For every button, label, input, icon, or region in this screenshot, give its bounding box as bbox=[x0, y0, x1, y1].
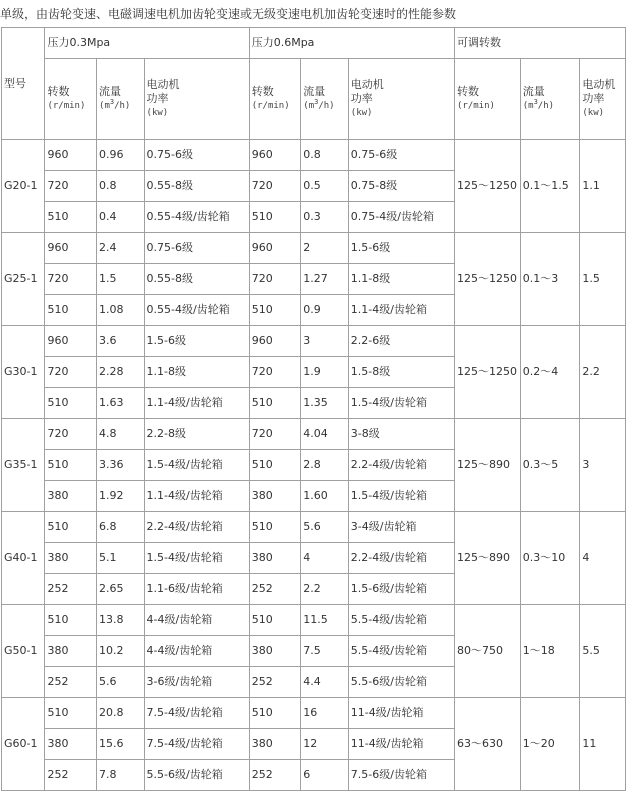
cell-motor-0-3: 2.2-8级 bbox=[145, 419, 249, 449]
adjustable-speed-cell: 63～630 bbox=[455, 698, 520, 790]
cell-flow-0-6: 4 bbox=[301, 543, 348, 573]
header-power-unit: (kw) bbox=[350, 108, 373, 118]
cell-motor-0-6: 2.2-6级 bbox=[349, 326, 454, 356]
cell-speed-0-3: 720 bbox=[45, 171, 96, 201]
cell-speed-0-3: 380 bbox=[45, 543, 96, 573]
cell-speed-0-6: 380 bbox=[250, 729, 301, 759]
cell-speed-0-3: 510 bbox=[45, 202, 96, 232]
cell-motor-0-6: 1.1-8级 bbox=[349, 264, 454, 294]
cell-speed-0-6: 380 bbox=[250, 636, 301, 666]
adjustable-flow-cell: 0.1～3 bbox=[521, 233, 580, 325]
header-speed-g1 bbox=[45, 59, 96, 139]
header-speed-label: 转数 bbox=[251, 85, 274, 98]
cell-speed-0-3: 510 bbox=[45, 512, 96, 542]
header-speed-unit: (r/min) bbox=[456, 101, 495, 111]
header-flow-g3 bbox=[521, 59, 580, 139]
cell-motor-0-3: 1.1-4级/齿轮箱 bbox=[145, 388, 249, 418]
cell-speed-0-6: 960 bbox=[250, 326, 301, 356]
cell-speed-0-3: 510 bbox=[45, 450, 96, 480]
cell-flow-0-6: 1.60 bbox=[301, 481, 348, 511]
cell-flow-0-3: 0.96 bbox=[97, 140, 144, 170]
cell-flow-0-3: 7.8 bbox=[97, 760, 144, 790]
cell-speed-0-3: 510 bbox=[45, 295, 96, 325]
adjustable-power-cell: 11 bbox=[580, 698, 625, 790]
header-flow-label: 流量 bbox=[522, 85, 545, 98]
cell-speed-0-6: 960 bbox=[250, 233, 301, 263]
cell-motor-0-3: 7.5-4级/齿轮箱 bbox=[145, 698, 249, 728]
cell-speed-0-3: 720 bbox=[45, 357, 96, 387]
header-pressure-0-6: 压力0.6Mpa bbox=[250, 28, 454, 58]
cell-flow-0-3: 2.4 bbox=[97, 233, 144, 263]
adjustable-flow-cell: 0.2～4 bbox=[521, 326, 580, 418]
cell-flow-0-3: 3.36 bbox=[97, 450, 144, 480]
cell-motor-0-3: 0.55-8级 bbox=[145, 171, 249, 201]
adjustable-power-cell: 1.1 bbox=[580, 140, 625, 232]
adjustable-speed-cell: 125～1250 bbox=[455, 140, 520, 232]
cell-speed-0-6: 252 bbox=[250, 760, 301, 790]
cell-flow-0-3: 5.1 bbox=[97, 543, 144, 573]
cell-flow-0-3: 20.8 bbox=[97, 698, 144, 728]
cell-speed-0-3: 252 bbox=[45, 760, 96, 790]
cell-motor-0-3: 1.5-6级 bbox=[145, 326, 249, 356]
cell-motor-0-3: 7.5-4级/齿轮箱 bbox=[145, 729, 249, 759]
cell-motor-0-6: 11-4级/齿轮箱 bbox=[349, 729, 454, 759]
cell-motor-0-3: 0.55-4级/齿轮箱 bbox=[145, 295, 249, 325]
cell-motor-0-3: 4-4级/齿轮箱 bbox=[145, 605, 249, 635]
header-power-g3 bbox=[580, 59, 625, 139]
cell-speed-0-6: 510 bbox=[250, 388, 301, 418]
cell-flow-0-3: 6.8 bbox=[97, 512, 144, 542]
cell-speed-0-3: 380 bbox=[45, 729, 96, 759]
header-power-label-2: 功率 bbox=[582, 92, 605, 105]
cell-speed-0-3: 960 bbox=[45, 233, 96, 263]
cell-flow-0-3: 2.65 bbox=[97, 574, 144, 604]
cell-flow-0-6: 0.9 bbox=[301, 295, 348, 325]
cell-speed-0-3: 380 bbox=[45, 636, 96, 666]
cell-motor-0-6: 11-4级/齿轮箱 bbox=[349, 698, 454, 728]
cell-flow-0-6: 11.5 bbox=[301, 605, 348, 635]
cell-motor-0-6: 0.75-4级/齿轮箱 bbox=[349, 202, 454, 232]
cell-flow-0-6: 2.2 bbox=[301, 574, 348, 604]
header-speed-label: 转数 bbox=[456, 85, 479, 98]
cell-motor-0-3: 1.1-4级/齿轮箱 bbox=[145, 481, 249, 511]
cell-flow-0-6: 1.27 bbox=[301, 264, 348, 294]
adjustable-power-cell: 1.5 bbox=[580, 233, 625, 325]
header-flow-g2 bbox=[301, 59, 348, 139]
model-cell: G25-1 bbox=[2, 233, 44, 325]
cell-flow-0-3: 1.63 bbox=[97, 388, 144, 418]
performance-table bbox=[1, 27, 626, 791]
cell-motor-0-3: 1.1-8级 bbox=[145, 357, 249, 387]
cell-speed-0-6: 510 bbox=[250, 698, 301, 728]
cell-flow-0-6: 5.6 bbox=[301, 512, 348, 542]
cell-motor-0-3: 1.5-4级/齿轮箱 bbox=[145, 450, 249, 480]
cell-motor-0-6: 0.75-6级 bbox=[349, 140, 454, 170]
cell-speed-0-6: 510 bbox=[250, 450, 301, 480]
cell-motor-0-6: 1.5-6级/齿轮箱 bbox=[349, 574, 454, 604]
table-row bbox=[2, 698, 625, 728]
cell-motor-0-6: 5.5-4级/齿轮箱 bbox=[349, 605, 454, 635]
adjustable-flow-cell: 0.1～1.5 bbox=[521, 140, 580, 232]
adjustable-speed-cell: 125～1250 bbox=[455, 326, 520, 418]
adjustable-flow-cell: 1～18 bbox=[521, 605, 580, 697]
model-cell: G60-1 bbox=[2, 698, 44, 790]
cell-flow-0-3: 15.6 bbox=[97, 729, 144, 759]
cell-speed-0-6: 720 bbox=[250, 171, 301, 201]
cell-flow-0-6: 0.8 bbox=[301, 140, 348, 170]
cell-flow-0-6: 16 bbox=[301, 698, 348, 728]
cell-flow-0-6: 4.04 bbox=[301, 419, 348, 449]
cell-speed-0-3: 510 bbox=[45, 388, 96, 418]
adjustable-flow-cell: 1～20 bbox=[521, 698, 580, 790]
cell-motor-0-3: 3-6级/齿轮箱 bbox=[145, 667, 249, 697]
cell-motor-0-6: 3-8级 bbox=[349, 419, 454, 449]
header-pressure-0-3: 压力0.3Mpa bbox=[45, 28, 248, 58]
cell-flow-0-3: 1.08 bbox=[97, 295, 144, 325]
cell-motor-0-3: 0.55-8级 bbox=[145, 264, 249, 294]
adjustable-power-cell: 5.5 bbox=[580, 605, 625, 697]
cell-speed-0-6: 380 bbox=[250, 543, 301, 573]
cell-flow-0-6: 6 bbox=[301, 760, 348, 790]
header-model: 型号 bbox=[2, 28, 44, 139]
header-power-g2 bbox=[349, 59, 454, 139]
cell-flow-0-6: 12 bbox=[301, 729, 348, 759]
cell-motor-0-6: 2.2-4级/齿轮箱 bbox=[349, 450, 454, 480]
cell-speed-0-3: 960 bbox=[45, 326, 96, 356]
cell-motor-0-6: 3-4级/齿轮箱 bbox=[349, 512, 454, 542]
cell-speed-0-6: 720 bbox=[250, 264, 301, 294]
cell-motor-0-3: 0.75-6级 bbox=[145, 233, 249, 263]
cell-speed-0-3: 960 bbox=[45, 140, 96, 170]
header-flow-unit: $(m^3/h)$ bbox=[99, 98, 131, 111]
header-speed-unit: (r/min) bbox=[47, 101, 86, 111]
cell-motor-0-6: 1.5-8级 bbox=[349, 357, 454, 387]
model-cell: G50-1 bbox=[2, 605, 44, 697]
cell-flow-0-3: 10.2 bbox=[97, 636, 144, 666]
cell-flow-0-6: 2.8 bbox=[301, 450, 348, 480]
cell-flow-0-6: 4.4 bbox=[301, 667, 348, 697]
cell-flow-0-6: 3 bbox=[301, 326, 348, 356]
header-adjustable-speed: 可调转数 bbox=[455, 28, 625, 58]
cell-flow-0-3: 0.8 bbox=[97, 171, 144, 201]
header-speed-g3 bbox=[455, 59, 520, 139]
header-power-unit: (kw) bbox=[146, 108, 169, 118]
cell-speed-0-3: 252 bbox=[45, 667, 96, 697]
cell-speed-0-6: 380 bbox=[250, 481, 301, 511]
cell-speed-0-6: 510 bbox=[250, 605, 301, 635]
cell-motor-0-6: 1.5-4级/齿轮箱 bbox=[349, 481, 454, 511]
header-flow-label: 流量 bbox=[303, 85, 326, 98]
header-power-label-1: 电动机 bbox=[146, 78, 180, 91]
adjustable-power-cell: 4 bbox=[580, 512, 625, 604]
header-flow-label: 流量 bbox=[99, 85, 122, 98]
table-row bbox=[2, 419, 625, 449]
cell-speed-0-6: 252 bbox=[250, 574, 301, 604]
cell-motor-0-3: 1.1-6级/齿轮箱 bbox=[145, 574, 249, 604]
cell-motor-0-6: 1.5-4级/齿轮箱 bbox=[349, 388, 454, 418]
table-row bbox=[2, 326, 625, 356]
header-speed-g2 bbox=[250, 59, 301, 139]
cell-speed-0-6: 510 bbox=[250, 512, 301, 542]
table-caption: 单级，由齿轮变速、电磁调速电机加齿轮变速或无级变速电机加齿轮变速时的性能参数 bbox=[0, 7, 457, 21]
cell-motor-0-6: 0.75-8级 bbox=[349, 171, 454, 201]
cell-motor-0-6: 1.5-6级 bbox=[349, 233, 454, 263]
adjustable-power-cell: 3 bbox=[580, 419, 625, 511]
cell-flow-0-3: 5.6 bbox=[97, 667, 144, 697]
cell-motor-0-6: 5.5-6级/齿轮箱 bbox=[349, 667, 454, 697]
adjustable-flow-cell: 0.3～5 bbox=[521, 419, 580, 511]
cell-flow-0-3: 0.4 bbox=[97, 202, 144, 232]
cell-motor-0-3: 5.5-6级/齿轮箱 bbox=[145, 760, 249, 790]
cell-speed-0-3: 510 bbox=[45, 605, 96, 635]
cell-motor-0-6: 2.2-4级/齿轮箱 bbox=[349, 543, 454, 573]
cell-speed-0-6: 510 bbox=[250, 295, 301, 325]
cell-motor-0-3: 1.5-4级/齿轮箱 bbox=[145, 543, 249, 573]
cell-speed-0-3: 252 bbox=[45, 574, 96, 604]
table-row bbox=[2, 512, 625, 542]
cell-flow-0-6: 7.5 bbox=[301, 636, 348, 666]
adjustable-speed-cell: 125～1250 bbox=[455, 233, 520, 325]
header-power-label-1: 电动机 bbox=[582, 78, 616, 91]
cell-motor-0-3: 2.2-4级/齿轮箱 bbox=[145, 512, 249, 542]
cell-speed-0-3: 720 bbox=[45, 419, 96, 449]
header-power-unit: (kw) bbox=[582, 108, 605, 118]
cell-motor-0-3: 4-4级/齿轮箱 bbox=[145, 636, 249, 666]
cell-speed-0-3: 380 bbox=[45, 481, 96, 511]
table-row bbox=[2, 605, 625, 635]
adjustable-flow-cell: 0.3～10 bbox=[521, 512, 580, 604]
cell-speed-0-3: 510 bbox=[45, 698, 96, 728]
cell-flow-0-3: 4.8 bbox=[97, 419, 144, 449]
header-flow-g1 bbox=[97, 59, 144, 139]
header-flow-unit: $(m^3/h)$ bbox=[303, 98, 335, 111]
cell-flow-0-6: 1.9 bbox=[301, 357, 348, 387]
cell-flow-0-3: 13.8 bbox=[97, 605, 144, 635]
cell-speed-0-3: 720 bbox=[45, 264, 96, 294]
cell-flow-0-3: 3.6 bbox=[97, 326, 144, 356]
table-row bbox=[2, 140, 625, 170]
header-power-label-1: 电动机 bbox=[350, 78, 384, 91]
cell-speed-0-6: 720 bbox=[250, 419, 301, 449]
header-flow-unit: $(m^3/h)$ bbox=[522, 98, 555, 111]
cell-speed-0-6: 960 bbox=[250, 140, 301, 170]
model-cell: G30-1 bbox=[2, 326, 44, 418]
model-cell: G20-1 bbox=[2, 140, 44, 232]
cell-motor-0-3: 0.75-6级 bbox=[145, 140, 249, 170]
cell-flow-0-3: 1.5 bbox=[97, 264, 144, 294]
model-cell: G35-1 bbox=[2, 419, 44, 511]
adjustable-speed-cell: 125～890 bbox=[455, 419, 520, 511]
header-power-label-2: 功率 bbox=[350, 92, 373, 105]
cell-speed-0-6: 720 bbox=[250, 357, 301, 387]
header-power-g1 bbox=[145, 59, 249, 139]
cell-flow-0-6: 1.35 bbox=[301, 388, 348, 418]
cell-motor-0-6: 5.5-4级/齿轮箱 bbox=[349, 636, 454, 666]
table-row bbox=[2, 233, 625, 263]
cell-flow-0-3: 1.92 bbox=[97, 481, 144, 511]
header-speed-label: 转数 bbox=[47, 85, 70, 98]
cell-flow-0-6: 2 bbox=[301, 233, 348, 263]
header-power-label-2: 功率 bbox=[146, 92, 169, 105]
cell-motor-0-6: 7.5-6级/齿轮箱 bbox=[349, 760, 454, 790]
cell-speed-0-6: 510 bbox=[250, 202, 301, 232]
model-cell: G40-1 bbox=[2, 512, 44, 604]
cell-flow-0-6: 0.5 bbox=[301, 171, 348, 201]
adjustable-speed-cell: 125～890 bbox=[455, 512, 520, 604]
cell-motor-0-6: 1.1-4级/齿轮箱 bbox=[349, 295, 454, 325]
header-speed-unit: (r/min) bbox=[251, 101, 290, 111]
cell-motor-0-3: 0.55-4级/齿轮箱 bbox=[145, 202, 249, 232]
adjustable-power-cell: 2.2 bbox=[580, 326, 625, 418]
adjustable-speed-cell: 80～750 bbox=[455, 605, 520, 697]
cell-flow-0-3: 2.28 bbox=[97, 357, 144, 387]
cell-flow-0-6: 0.3 bbox=[301, 202, 348, 232]
cell-speed-0-6: 252 bbox=[250, 667, 301, 697]
